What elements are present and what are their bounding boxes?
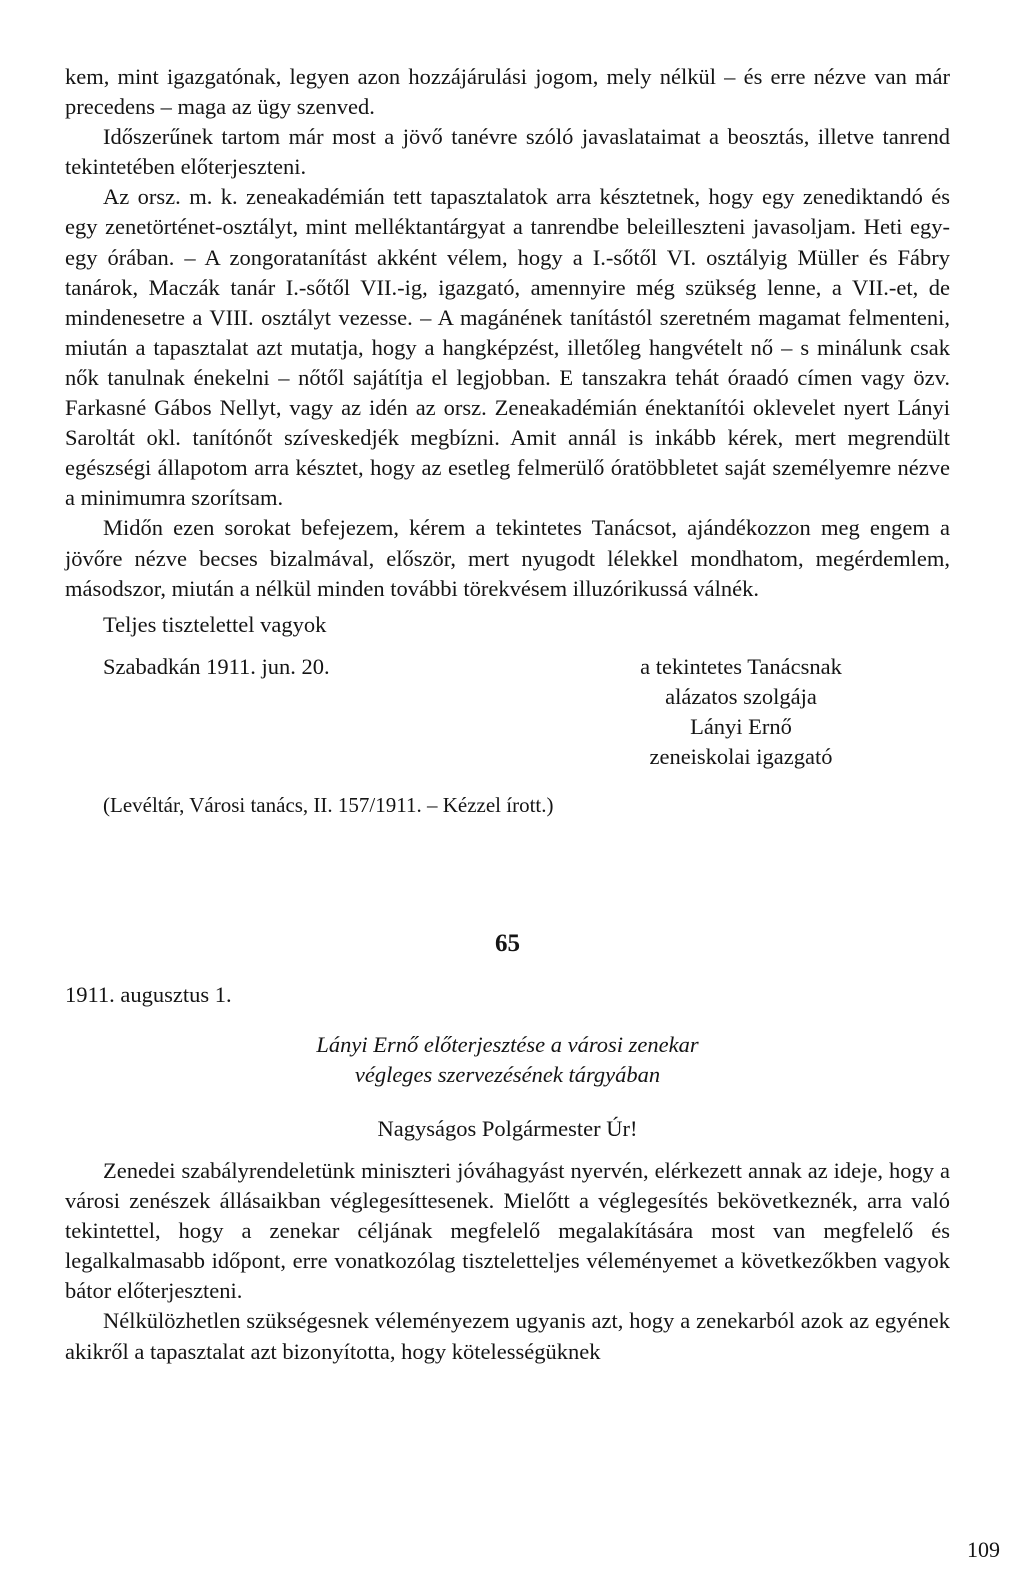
document-title-line: végleges szervezésének tárgyában xyxy=(354,1062,661,1087)
document-date: 1911. augusztus 1. xyxy=(65,982,232,1007)
signature-title: zeneiskolai igazgató xyxy=(649,744,833,770)
document-paragraph: Zenedei szabályrendeletünk miniszteri jóváhagyást nyervén, elérkezett annak az ideje, hogy a városi zenészek állásaikban véglegesíttesenek. Mielőtt a véglegesítés bekövetkeznék, arra való tekintettel, hogy a zenekar céljának megfelelő megalakítására most van megfelelő és legalkalmasabb időpont, erre vonatkozólag tiszteletteljes véleményemet a következőkben vagyok bátor előterjeszteni. xyxy=(65,1158,950,1304)
signature-line: a tekintetes Tanácsnak xyxy=(640,653,842,679)
salutation: Nagyságos Polgármester Úr! xyxy=(377,1116,638,1141)
letter-closing: Teljes tisztelettel vagyok xyxy=(103,611,327,637)
letter-place-date: Szabadkán 1911. jun. 20. xyxy=(103,653,330,679)
letter-signature xyxy=(601,652,881,772)
document-title xyxy=(65,1030,950,1090)
book-page xyxy=(65,62,1000,1562)
letter-paragraph-continued: kem, mint igazgatónak, legyen azon hozzájárulási jogom, mely nélkül – és erre nézve van már precedens – maga az ügy szenved. xyxy=(65,64,950,120)
signature-line: alázatos szolgája xyxy=(665,683,817,709)
document-number: 65 xyxy=(495,930,520,957)
letter-paragraph: Időszerűnek tartom már most a jövő tanévre szóló javaslataimat a beosztás, illetve tanrend tekintetében előterjeszteni. xyxy=(65,124,950,180)
archive-note: (Levéltár, Városi tanács, II. 157/1911. – Kézzel írott.) xyxy=(103,792,554,817)
page-number: 109 xyxy=(967,1537,1000,1562)
document-body xyxy=(65,1156,950,1367)
document-paragraph: Nélkülözhetlen szükségesnek véleményezem ugyanis azt, hogy a zenekarból azok az egyének akikről a tapasztalat azt bizonyította, hogy kötelességüknek xyxy=(65,1308,950,1364)
signature-name: Lányi Ernő xyxy=(690,713,792,739)
signature-block xyxy=(65,648,950,818)
letter-paragraph: Midőn ezen sorokat befejezem, kérem a tekintetes Tanácsot, ajándékozzon meg engem a jövőre nézve becses bizalmával, először, mert nyugodt lélekkel mondhatom, megérdemlem, másodszor, miután a nélkül minden további törekvésem illuzórikussá válnék. xyxy=(65,515,950,601)
document-title-line: Lányi Ernő előterjesztése a városi zenekar xyxy=(316,1032,699,1057)
letter-paragraph: Az orsz. m. k. zeneakadémián tett tapasztalatok arra késztetnek, hogy egy zenediktandó és egy zenetörténet-osztályt, mint melléktantárgyat a tanrendbe beleilleszteni javasoljam. Heti egy-egy órában. – A zongoratanítást akként vélem, hogy a I.-sőtől VI. osztályig Müller és Fábry tanárok, Maczák tanár I.-sőtől VII.-ig, igazgató, amennyire még szükség lenne, a VII.-et, de mindenesetre a VIII. osztályt vezesse. – A magánének tanítástól szeretném magamat felmenteni, miután a tapasztalat azt mutatja, hogy a hangképzést, illetőleg hangvételt nő – s minálunk csak nők tanulnak énekelni – nőtől sajátítja el legjobban. E tanszakra tehát óraadó címen vagy özv. Farkasné Gábos Nellyt, vagy az idén az orsz. Zeneakadémián énektanítói oklevelet nyert Lányi Saroltát okl. tanítónőt szíveskedjék megbízni. Amit annál is inkább kérek, mert megrendült egészségi állapotom arra késztet, hogy az esetleg felmerülő óratöbbletet saját személyemre nézve a minimumra szorítsam. xyxy=(65,184,950,511)
